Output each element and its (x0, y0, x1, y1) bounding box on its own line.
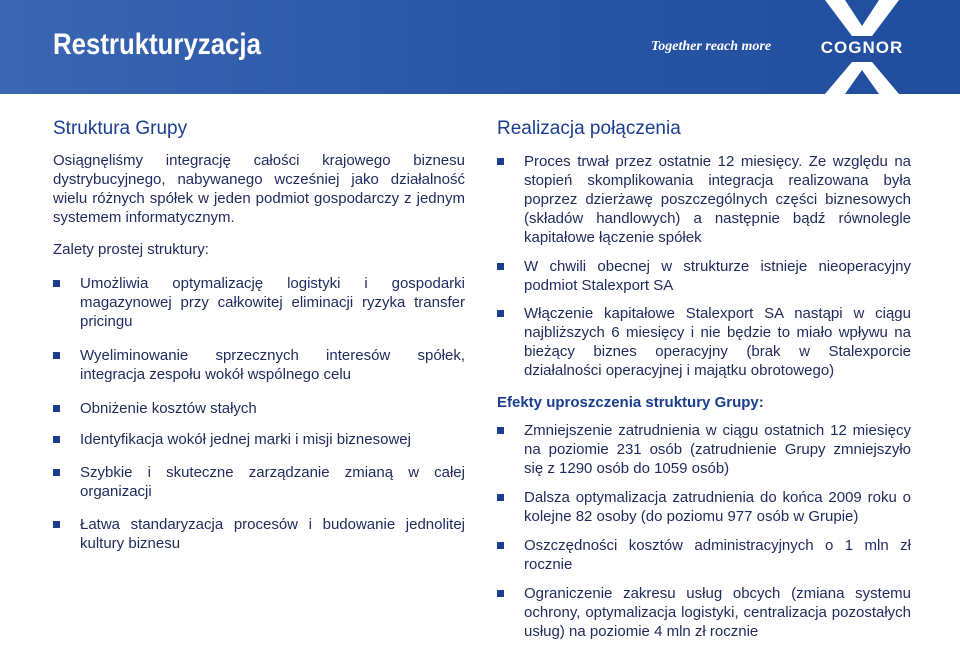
list-item: Identyfikacja wokół jednej marki i misji biznesowej (53, 430, 465, 449)
square-bullet-icon (53, 469, 60, 476)
company-logo (807, 0, 917, 94)
square-bullet-icon (497, 590, 504, 597)
list-item: Dalsza optymalizacja zatrudnienia do końca 2009 roku o kolejne 82 osoby (do poziomu 977 osób w Grupie) (497, 488, 911, 526)
advantages-label: Zalety prostej struktury: (53, 241, 209, 258)
advantages-list (53, 274, 465, 553)
square-bullet-icon (497, 310, 504, 317)
tagline: Together reach more (651, 39, 772, 54)
square-bullet-icon (53, 405, 60, 412)
list-item: Ograniczenie zakresu usług obcych (zmiana systemu ochrony, optymalizacja logistyki, centralizacja pozostałych usług) na poziomie 4 mln zł rocznie (497, 584, 911, 641)
left-column (53, 118, 465, 553)
list-item: Obniżenie kosztów stałych (53, 399, 465, 418)
list-item: Łatwa standaryzacja procesów i budowanie jednolitej kultury biznesu (53, 515, 465, 553)
list-item: Proces trwał przez ostatnie 12 miesięcy. Ze względu na stopień skomplikowania integracja realizowana była poprzez dzierżawę poszczególnych części biznesowych (składów handlowych) a następnie bądź równolegle kapitałowe łączenie spółek (497, 152, 911, 247)
square-bullet-icon (53, 280, 60, 287)
list-item: Umożliwia optymalizację logistyki i gospodarki magazynowej przy całkowitej eliminacji ryzyka transfer pricingu (53, 274, 465, 331)
page-title: Restrukturyzacja (53, 28, 261, 61)
intro-paragraph: Osiągnęliśmy integrację całości krajowego biznesu dystrybucyjnego, nabywanego wcześniej jako działalność wielu różnych spółek w jeden podmiot gospodarczy z jednym systemem informatycznym. (53, 152, 465, 226)
header-bar (0, 0, 960, 94)
left-heading: Struktura Grupy (53, 118, 188, 139)
square-bullet-icon (497, 494, 504, 501)
square-bullet-icon (497, 542, 504, 549)
list-item: Włączenie kapitałowe Stalexport SA nastąpi w ciągu najbliższych 6 miesięcy i nie będzie to miało wpływu na bieżący biznes operacyjny (brak w Stalexporcie działalności operacyjnej i majątku obrotowego) (497, 304, 911, 380)
list-item: Oszczędności kosztów administracyjnych o 1 mln zł rocznie (497, 536, 911, 574)
right-column (497, 118, 911, 641)
square-bullet-icon (53, 521, 60, 528)
effects-heading: Efekty uproszczenia struktury Grupy: (497, 394, 764, 411)
logo-text: COGNOR (820, 38, 904, 57)
list-item: W chwili obecnej w strukturze istnieje nieoperacyjny podmiot Stalexport SA (497, 257, 911, 295)
list-item: Zmniejszenie zatrudnienia w ciągu ostatnich 12 miesięcy na poziomie 231 osób (zatrudnienie Grupy zmniejszyło się z 1290 osób do 1059 osób) (497, 421, 911, 478)
merger-list (497, 152, 911, 380)
square-bullet-icon (53, 352, 60, 359)
square-bullet-icon (497, 427, 504, 434)
square-bullet-icon (497, 263, 504, 270)
list-item: Szybkie i skuteczne zarządzanie zmianą w całej organizacji (53, 463, 465, 501)
square-bullet-icon (497, 158, 504, 165)
square-bullet-icon (53, 436, 60, 443)
right-heading: Realizacja połączenia (497, 118, 681, 139)
list-item: Wyeliminowanie sprzecznych interesów spółek, integracja zespołu wokół wspólnego celu (53, 346, 465, 384)
effects-list (497, 421, 911, 641)
